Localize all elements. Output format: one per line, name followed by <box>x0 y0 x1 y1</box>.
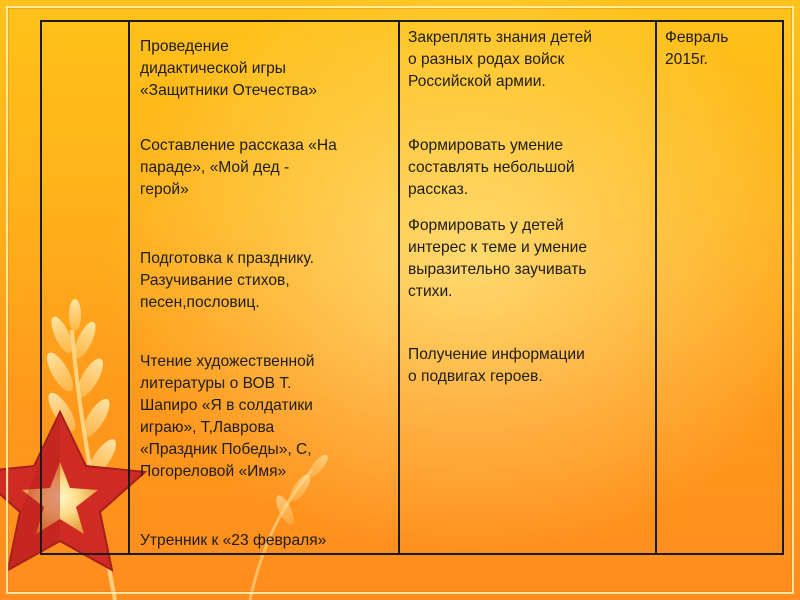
plan-table <box>40 20 784 555</box>
date-cell <box>656 21 783 554</box>
table-row <box>41 21 783 554</box>
goal-poem-interest: Формировать у детей интерес к теме и умение выразительно заучивать стихи. <box>408 217 588 300</box>
event-story-writing: Составление рассказа «На параде», «Мой дед - герой» <box>140 137 337 198</box>
goal-hero-info: Получение информации о подвигах героев. <box>408 346 585 385</box>
goals-cell <box>399 21 656 554</box>
empty-cell <box>41 21 129 554</box>
events-cell <box>129 21 399 554</box>
event-holiday-preparation: Подготовка к празднику. Разучивание стихов, песен,пословиц. <box>140 250 314 311</box>
goal-story-skill: Формировать умение составлять небольшой рассказ. <box>408 137 575 198</box>
event-didactic-game: Проведение дидактической игры «Защитники Отечества» <box>140 38 318 99</box>
event-reading-literature: Чтение художественной литературы о ВОВ Т. Шапиро «Я в солдатики играю», Т,Лаврова «Праздник Победы», С, Погореловой «Имя» <box>140 353 315 480</box>
goal-army-knowledge: Закреплять знания детей о разных родах войск Российской армии. <box>408 29 592 90</box>
event-matinee: Утренник к «23 февраля» <box>140 532 327 549</box>
date-text: Февраль 2015г. <box>665 29 729 68</box>
